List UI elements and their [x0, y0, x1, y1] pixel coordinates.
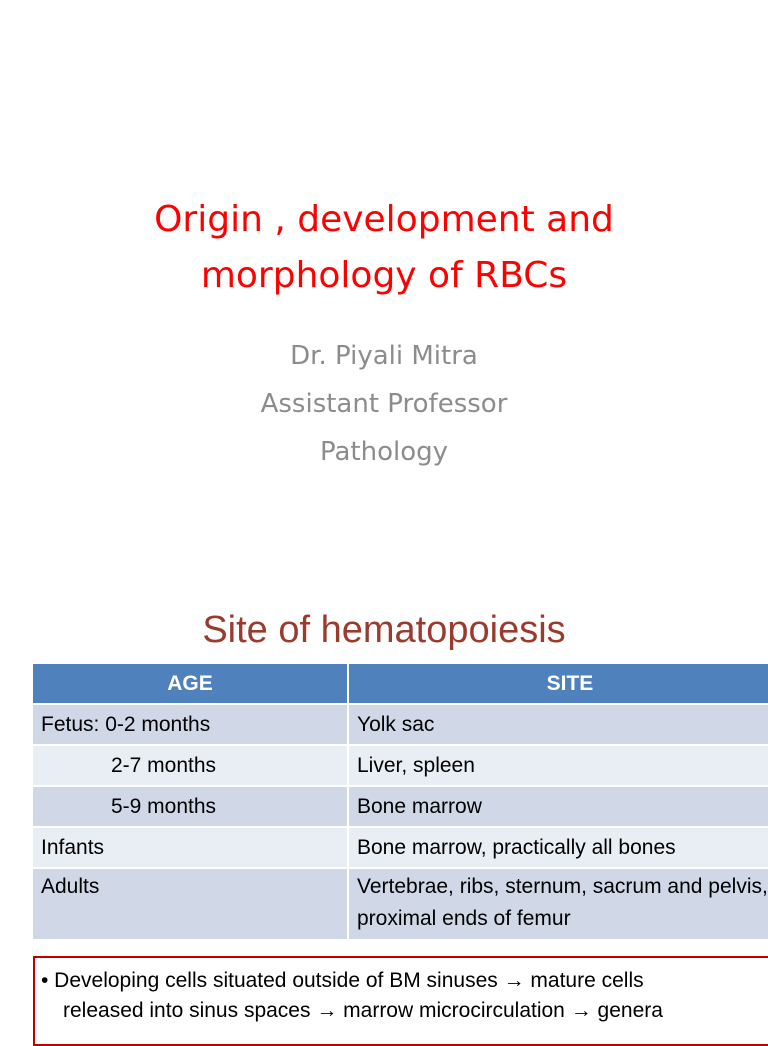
- table-row: [33, 827, 768, 868]
- site-cell: Yolk sac: [348, 704, 768, 745]
- site-cell: Bone marrow: [348, 786, 768, 827]
- age-cell: 5-9 months: [33, 786, 348, 827]
- age-column-header: AGE: [33, 664, 348, 704]
- site-cell: Bone marrow, practically all bones: [348, 827, 768, 868]
- age-cell: Infants: [33, 827, 348, 868]
- table-row: [33, 704, 768, 745]
- site-column-header: SITE: [348, 664, 768, 704]
- table-row: [33, 868, 768, 939]
- note-line-1: • Developing cells situated outside of BM sinuses → mature cells: [41, 969, 644, 992]
- hematopoiesis-title: Site of hematopoiesis: [202, 609, 566, 651]
- site-cell: Vertebrae, ribs, sternum, sacrum and pelvis, proximal ends of femur: [348, 868, 768, 939]
- author-department: Pathology: [319, 437, 449, 467]
- slide-title-line-1: Origin , development and: [154, 199, 614, 240]
- note-line-2: released into sinus spaces → marrow microcirculation → genera: [63, 999, 663, 1022]
- table-row: [33, 745, 768, 786]
- slide-title-line-2: morphology of RBCs: [200, 255, 568, 296]
- slide-subtitle: [40, 332, 728, 476]
- author-position: Assistant Professor: [260, 389, 508, 419]
- age-cell: Fetus: 0-2 months: [33, 704, 348, 745]
- age-cell: Adults: [33, 868, 348, 939]
- hematopoiesis-table: [33, 664, 768, 939]
- age-cell: 2-7 months: [33, 745, 348, 786]
- hematopoiesis-slide: [0, 576, 768, 1024]
- author-name: Dr. Piyali Mitra: [290, 341, 478, 371]
- note-box: [33, 956, 768, 1046]
- site-cell: Liver, spleen: [348, 745, 768, 786]
- slide-title: [40, 192, 728, 304]
- table-header-row: [33, 664, 768, 704]
- table-row: [33, 786, 768, 827]
